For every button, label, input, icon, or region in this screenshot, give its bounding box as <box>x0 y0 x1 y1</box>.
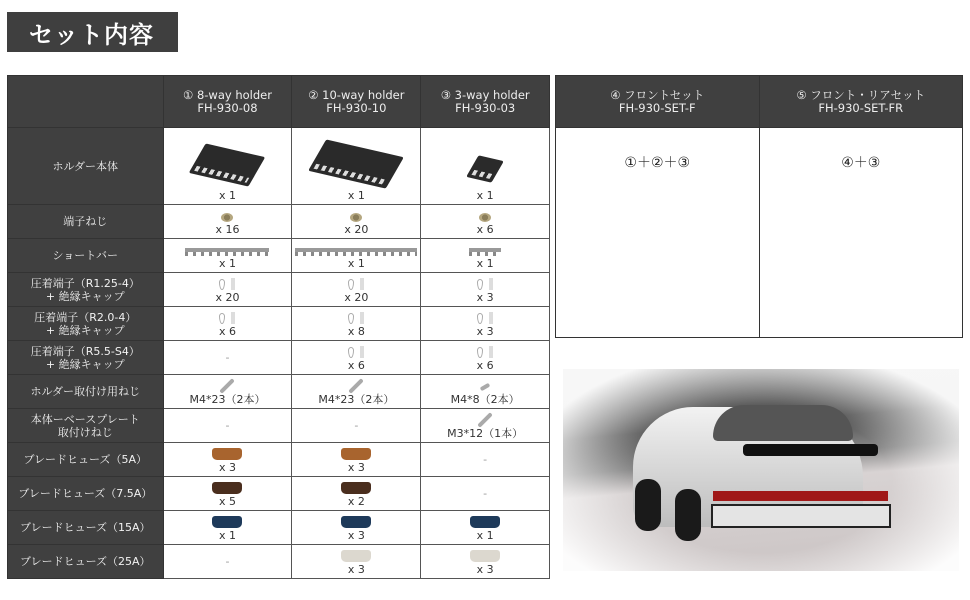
table-header-row <box>8 76 550 128</box>
table-row: ホルダー取付け用ねじ M4*23（2本） M4*23（2本） M4*8（2本） <box>8 375 550 409</box>
fuse-7-5a-icon <box>341 482 371 494</box>
fuse-5a-icon <box>341 448 371 460</box>
empty-value: - <box>163 545 292 579</box>
row-label: 圧着端子（R1.25-4） + 絶縁キャップ <box>8 273 164 307</box>
crimp-terminal-icon <box>348 278 364 290</box>
crimp-terminal-icon <box>477 346 493 358</box>
row-label: ブレードヒューズ（5A） <box>8 443 164 477</box>
row-label: ホルダー取付け用ねじ <box>8 375 164 409</box>
car-tail-lights <box>713 491 888 501</box>
header-3-way-holder: ③ 3-way holder FH-930-03 <box>421 76 550 128</box>
car-bumper <box>711 504 891 528</box>
table-row: 端子ねじ x 16 x 20 x 6 <box>8 205 550 239</box>
row-label: ショートバー <box>8 239 164 273</box>
screw-icon <box>479 213 491 222</box>
front-rear-set-contents: ④＋③ <box>759 128 963 338</box>
car-spoiler <box>743 444 878 456</box>
row-label: ブレードヒューズ（15A） <box>8 511 164 545</box>
header-front-rear-set: ⑤ フロント・リアセット FH-930-SET-FR <box>759 76 963 128</box>
table-header-row <box>556 76 963 128</box>
car-wheel <box>675 489 701 541</box>
table-row: ホルダー本体 x 1 x 1 x 1 <box>8 128 550 205</box>
fuse-25a-icon <box>341 550 371 562</box>
mounting-bolt-icon <box>349 378 365 394</box>
header-8-way-holder: ① 8-way holder FH-930-08 <box>163 76 292 128</box>
empty-value: - <box>163 341 292 375</box>
crimp-terminal-icon <box>348 346 364 358</box>
table-row <box>556 128 963 338</box>
mounting-bolt-icon <box>477 412 493 428</box>
row-label: ホルダー本体 <box>8 128 164 205</box>
table-row: 圧着端子（R1.25-4） + 絶縁キャップ x 20 x 20 x 3 <box>8 273 550 307</box>
car-rear-window <box>713 405 853 441</box>
holder-3-way-icon <box>466 155 504 182</box>
short-bar-icon <box>185 248 269 256</box>
screw-icon <box>221 213 233 222</box>
crimp-terminal-icon <box>477 312 493 324</box>
table-row: ブレードヒューズ（25A） - x 3 x 3 <box>8 545 550 579</box>
fuse-15a-icon <box>212 516 242 528</box>
fuse-15a-icon <box>341 516 371 528</box>
crimp-terminal-icon <box>219 312 235 324</box>
empty-value: - <box>421 443 550 477</box>
mounting-bolt-icon <box>480 383 491 391</box>
table-row: ショートバー x 1 x 1 x 1 <box>8 239 550 273</box>
table-row: ブレードヒューズ（15A） x 1 x 3 x 1 <box>8 511 550 545</box>
table-row: 圧着端子（R2.0-4） + 絶縁キャップ x 6 x 8 x 3 <box>8 307 550 341</box>
set-contents-table <box>7 75 550 579</box>
row-label: 端子ねじ <box>8 205 164 239</box>
empty-value: - <box>292 409 421 443</box>
screw-icon <box>350 213 362 222</box>
holder-8-way-icon <box>189 143 265 186</box>
table-row: 本体ーベースプレート 取付けねじ - - M3*12（1本） <box>8 409 550 443</box>
empty-value: - <box>163 409 292 443</box>
short-bar-icon <box>469 248 501 256</box>
page-title: セット内容 <box>7 12 178 52</box>
row-label: 本体ーベースプレート 取付けねじ <box>8 409 164 443</box>
set-composition-table <box>555 75 963 338</box>
fuse-15a-icon <box>470 516 500 528</box>
mounting-bolt-icon <box>220 378 236 394</box>
row-label: ブレードヒューズ（7.5A） <box>8 477 164 511</box>
crimp-terminal-icon <box>348 312 364 324</box>
header-front-set: ④ フロントセット FH-930-SET-F <box>556 76 760 128</box>
header-10-way-holder: ② 10-way holder FH-930-10 <box>292 76 421 128</box>
car-wheel <box>635 479 661 531</box>
row-label: 圧着端子（R5.5-S4） + 絶縁キャップ <box>8 341 164 375</box>
short-bar-icon <box>295 248 417 256</box>
fuse-7-5a-icon <box>212 482 242 494</box>
table-row: ブレードヒューズ（5A） x 3 x 3 - <box>8 443 550 477</box>
row-label: ブレードヒューズ（25A） <box>8 545 164 579</box>
crimp-terminal-icon <box>477 278 493 290</box>
empty-value: - <box>421 477 550 511</box>
row-label: 圧着端子（R2.0-4） + 絶縁キャップ <box>8 307 164 341</box>
holder-10-way-icon <box>309 139 405 188</box>
fuse-5a-icon <box>212 448 242 460</box>
table-row: ブレードヒューズ（7.5A） x 5 x 2 - <box>8 477 550 511</box>
header-blank <box>8 76 164 128</box>
front-set-contents: ①＋②＋③ <box>556 128 760 338</box>
car-photo <box>563 369 959 571</box>
fuse-25a-icon <box>470 550 500 562</box>
table-row: 圧着端子（R5.5-S4） + 絶縁キャップ - x 6 x 6 <box>8 341 550 375</box>
crimp-terminal-icon <box>219 278 235 290</box>
